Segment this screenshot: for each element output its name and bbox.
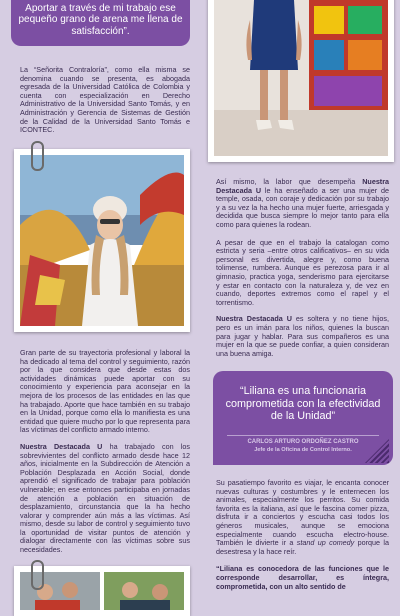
right-paragraph-3-text: es soltera y no tiene hijos, pero es un imán para los niños, quienes la buscan para jugar y hablar. Para sus compañeros es una mujer en la que se puede confiar, a quien consideran una buena amiga. [216, 314, 389, 358]
photo-blue-dress [208, 0, 394, 162]
left-paragraph-3 [20, 443, 190, 555]
left-paragraph-3-text: ha trabajado con los sobrevivientes del conflicto armado desde hace 12 años, inicialmente en la Subdirección de Atención a Población Desplazada en Acción Social, donde aprendió el significado de trabajar para población vulnerable; en ese entonces participaba en jornadas de atención a población en situación de desplazamiento, circunstancia que la ha hecho valorar y comprender aún más a las víctimas. Así mismo, desde su labor de control y seguimiento tuvo la oportunidad de visitar puntos de atención y dialogar directamente con las víctimas sobre sus necesidades. [20, 441, 190, 555]
right-paragraphs-top [216, 178, 389, 358]
right-paragraphs-bottom [216, 479, 389, 591]
paperclip-icon-2 [31, 560, 44, 590]
paperclip-icon [31, 141, 44, 171]
quote-box-right [213, 371, 393, 465]
right-paragraph-1-pre: Así mismo, la labor que desempeña [216, 177, 363, 186]
right-paragraph-5: “Liliana es conocedora de las funciones que le corresponde desarrollar, es íntegra, comprometida, con un alto sentido de [216, 564, 389, 591]
right-paragraph-1-text: le ha enseñado a ser una mujer de temple, osada, con coraje y dedicación por su trabajo y a su vez la ha hecho una mujer fuerte, arriesgada y decidida que busca siempre lo mejor tanto para ella como para quienes la rodean. [216, 185, 389, 229]
right-paragraph-1 [216, 178, 389, 230]
left-paragraph-1-wrap [20, 66, 190, 135]
left-paragraph-1: La “Señorita Contraloría”, como ella misma se denomina cuando se presenta, es abogada egresada de la Universidad Católica de Colombia y cuenta con especialización en Derecho Administrativo de la Universidad Santo Tomás, y en Administración y Gerencia de Sistemas de Gestión de la Calidad de la Universidad Santo Tomás e ICONTEC. [20, 65, 190, 135]
photo-reed-boats [14, 149, 190, 332]
right-paragraph-3 [216, 315, 389, 358]
left-paragraph-3-bold: Nuestra Destacada U [20, 441, 103, 451]
right-paragraph-3-bold: Nuestra Destacada U [216, 314, 292, 324]
quote-right-divider [227, 435, 379, 436]
quote-right-author: CARLOS ARTURO ORDOÑEZ CASTRO [247, 439, 359, 445]
quote-right-text: “Liliana es una funcionaria comprometida con la efectividad de la Unidad” [225, 385, 381, 422]
right-paragraph-2: A pesar de que en el trabajo la catalogan como estricta y seria –entre otros calificativos– en su vida personal es divertida, alegre y, como buena tolimense, rumbera. Aunque es perezosa para ir al gimnasio, practica yoga, senderismo para ejercitarse y estar en contacto con la naturaleza y, de vez en cuando, deportes extremos como el rapel y el torrentismo. [216, 237, 389, 307]
right-paragraph-4-text: Su pasatiempo favorito es viajar, le encanta conocer nuevas culturas y costumbres y le enternecen los animales, especialmente los perritos. Su comida favorita es la italiana, así que le fascina comer pizza, disfruta ir a conciertos y escucha casi todos los géneros musicales, aunque se emociona especialmente cuando escucha electro-house. También le divierte ir a [216, 478, 389, 548]
photo-blue-dress-image [214, 0, 388, 156]
right-paragraph-4-end: porque la desestresa y la hace reír. [216, 538, 389, 556]
right-paragraph-4-italic: stand up comedy [296, 538, 355, 548]
photo-group-bottom-image [20, 572, 184, 610]
quote-right-role: Jefe de la Oficina de Control Interno. [254, 447, 352, 453]
quote-box-top [11, 0, 190, 46]
right-paragraph-4 [216, 479, 389, 556]
left-paragraph-2: Gran parte de su trayectoria profesional y laboral la ha dedicado al tema del control y seguimiento, razón por la que considera que desde estas dos actividades dinámicas puede aportar con su conocimiento y experiencia para aconsejar en la mejora de los procesos de las entidades en las que ha trabajado. Aporte que hace también en su trabajo en la Unidad, porque como ella lo manifiesta es una entidad que quiere mucho por lo que representa para las víctimas del conflicto armado interno. [20, 348, 190, 435]
right-paragraph-1-bold: Nuestra Destacada U [216, 177, 389, 195]
left-paragraphs-wrap [20, 349, 190, 555]
quote-top-text: Aportar a través de mi trabajo ese pequeño grano de arena me llena de satisfacción”. [18, 2, 183, 37]
photo-reed-boats-image [20, 155, 184, 326]
